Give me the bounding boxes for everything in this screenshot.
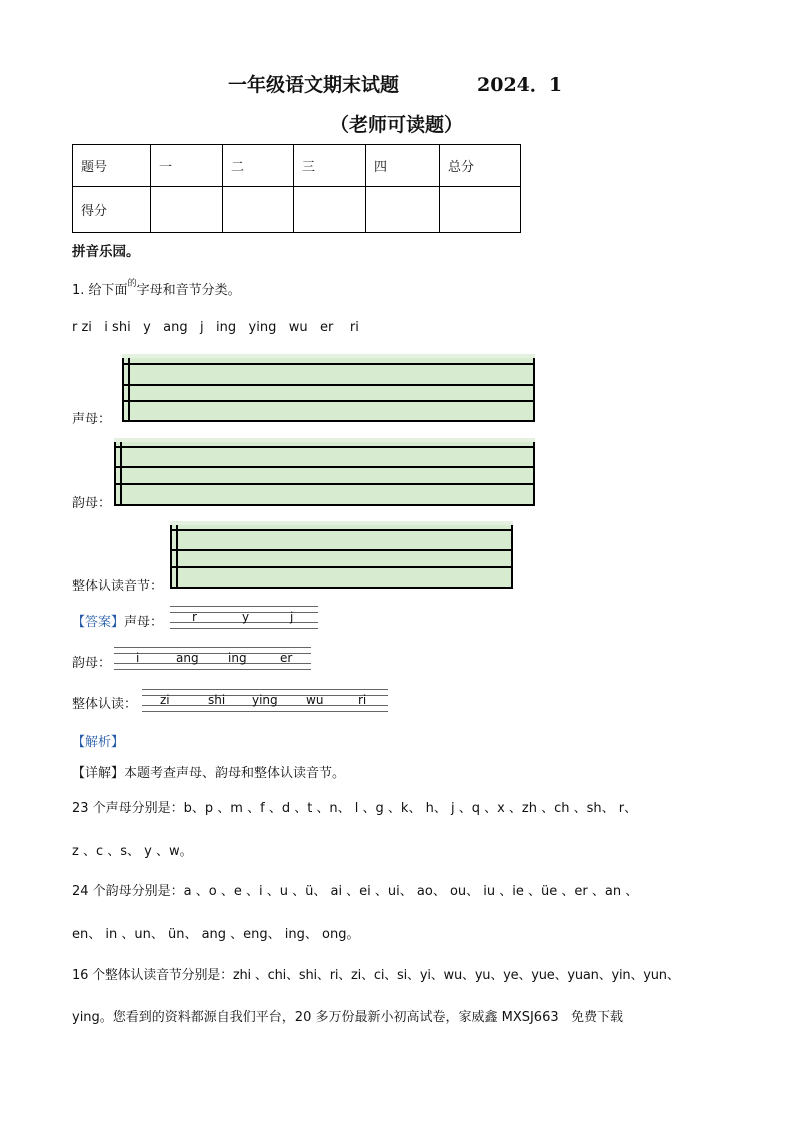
table-cell: 三: [294, 145, 366, 187]
table-cell: 得分: [73, 187, 151, 233]
answer-word: zi: [160, 693, 170, 707]
table-cell: 题号: [73, 145, 151, 187]
analysis-detail: 【详解】本题考查声母、韵母和整体认读音节。: [72, 766, 346, 781]
analysis-line: 24 个韵母分别是：a 、o 、e 、i 、u 、ü、 ai 、ei 、ui、 ao、 ou、 iu 、ie 、üe 、er 、an 、: [72, 884, 639, 899]
question-text: 1. 给下面$^的$字母和音节分类。: [72, 279, 241, 298]
answer-word: ang: [176, 651, 199, 665]
answer-word: shi: [208, 693, 226, 707]
score-cell[interactable]: [440, 187, 521, 233]
answer-word: er: [280, 651, 293, 665]
score-cell[interactable]: [223, 187, 294, 233]
zhengti-writing-grid[interactable]: [170, 521, 513, 589]
score-cell[interactable]: [294, 187, 366, 233]
score-cell[interactable]: [366, 187, 440, 233]
yunmu-writing-grid[interactable]: [114, 438, 535, 506]
zhengti-label: 整体认读音节：: [72, 579, 164, 594]
answer-word: ri: [358, 693, 367, 707]
table-cell: 四: [366, 145, 440, 187]
exam-subtitle: （老师可读题）: [330, 114, 464, 136]
table-cell: 二: [223, 145, 294, 187]
exam-date: 2024．1: [477, 74, 563, 96]
analysis-line: 23 个声母分别是：b、p 、m 、f 、d 、t 、n、 l 、g 、k、 h、 j 、q 、x 、zh 、ch 、sh、 r、: [72, 801, 638, 816]
analysis-line: z 、c 、s、 y 、w。: [72, 844, 193, 859]
answer-yunmu-label: 韵母：: [72, 656, 112, 671]
answer-zhengti-lines: [142, 689, 388, 713]
answer-word: y: [242, 610, 250, 624]
shengmu-label: 声母：: [72, 412, 112, 427]
yunmu-label: 韵母：: [72, 496, 112, 511]
answer-shengmu-line: 【答案】声母：: [72, 615, 164, 630]
table-cell: 总分: [440, 145, 521, 187]
answer-shengmu-lines: [170, 606, 318, 630]
shengmu-writing-grid[interactable]: [122, 354, 535, 422]
score-table: [72, 144, 521, 233]
answer-word: i: [136, 651, 140, 665]
score-cell[interactable]: [151, 187, 223, 233]
answer-word: j: [290, 610, 294, 624]
table-row: [73, 145, 521, 187]
answer-word: ying: [252, 693, 278, 707]
exam-title: 一年级语文期末试题 2024．1: [228, 74, 563, 96]
answer-word: wu: [306, 693, 324, 707]
table-cell: 一: [151, 145, 223, 187]
answer-word: ing: [228, 651, 247, 665]
table-row: [73, 187, 521, 233]
analysis-tag: 【解析】: [72, 735, 125, 750]
pinyin-items: r zi i shi y ang j ing ying wu er ri: [72, 320, 359, 335]
answer-zhengti-label: 整体认读：: [72, 697, 138, 712]
answer-tag: 【答案】: [72, 615, 125, 630]
answer-word: r: [192, 610, 197, 624]
section-title: 拼音乐园。: [72, 244, 140, 260]
answer-yunmu-lines: [114, 647, 311, 671]
analysis-line: ying。您看到的资料都源自我们平台，20 多万份最新小初高试卷，家威鑫 MXSJ663 免费下载: [72, 1010, 624, 1025]
analysis-line: en、 in 、un、 ün、 ang 、eng、 ing、 ong。: [72, 927, 360, 942]
analysis-line: 16 个整体认读音节分别是：zhi 、chi、shi、ri、zi、ci、si、yi、wu、yu、ye、yue、yuan、yin、yun、: [72, 968, 680, 983]
